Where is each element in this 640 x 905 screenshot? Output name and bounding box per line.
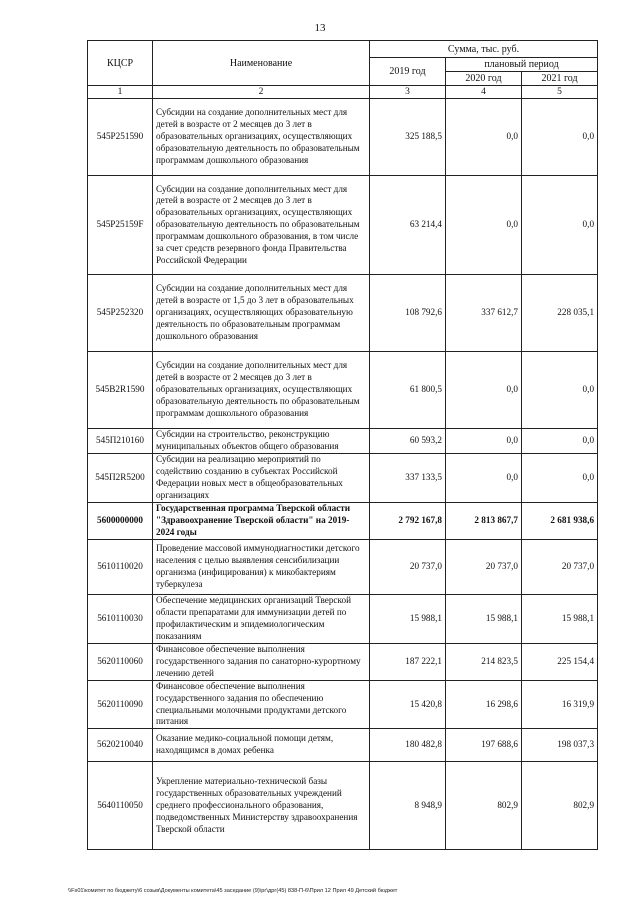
row-code: 545B2R1590 <box>88 352 153 429</box>
row-value-2021: 2 681 938,6 <box>522 503 598 540</box>
row-value-2021: 225 154,4 <box>522 643 598 680</box>
row-code: 545P25159F <box>88 176 153 275</box>
header-code: КЦСР <box>88 41 153 86</box>
budget-table <box>87 40 598 850</box>
row-code: 5600000000 <box>88 503 153 540</box>
column-number: 5 <box>522 86 598 99</box>
row-code: 5620110090 <box>88 680 153 729</box>
row-value-2020: 0,0 <box>446 454 522 503</box>
table-row <box>88 729 598 762</box>
row-code: 5610110030 <box>88 594 153 643</box>
row-value-2019: 60 593,2 <box>370 429 446 454</box>
column-number: 3 <box>370 86 446 99</box>
row-value-2019: 337 133,5 <box>370 454 446 503</box>
row-value-2020: 0,0 <box>446 352 522 429</box>
row-name: Субсидии на реализацию мероприятий по содействию созданию в субъектах Российской Федерации новых мест в общеобразовательных организациях <box>153 454 370 503</box>
table-row <box>88 429 598 454</box>
row-value-2021: 20 737,0 <box>522 539 598 594</box>
page-number: 13 <box>314 22 326 34</box>
row-value-2019: 180 482,8 <box>370 729 446 762</box>
row-value-2020: 0,0 <box>446 176 522 275</box>
table-row <box>88 680 598 729</box>
header-2019: 2019 год <box>370 58 446 86</box>
row-value-2020: 0,0 <box>446 99 522 176</box>
row-value-2020: 337 612,7 <box>446 275 522 352</box>
row-value-2019: 108 792,6 <box>370 275 446 352</box>
table-row <box>88 352 598 429</box>
header-2020: 2020 год <box>446 72 522 86</box>
row-code: 545П2R5200 <box>88 454 153 503</box>
row-value-2021: 0,0 <box>522 429 598 454</box>
row-value-2019: 2 792 167,8 <box>370 503 446 540</box>
table-row-program <box>88 503 598 540</box>
row-name: Оказание медико-социальной помощи детям, находящимся в домах ребенка <box>153 729 370 762</box>
table-row <box>88 275 598 352</box>
row-value-2020: 20 737,0 <box>446 539 522 594</box>
row-name: Субсидии на создание дополнительных мест для детей в возрасте от 2 месяцев до 3 лет в образовательных организациях, осуществляющих образовательную деятельность по образовательным программам дошкольного образования <box>153 99 370 176</box>
table-row <box>88 99 598 176</box>
row-value-2019: 61 800,5 <box>370 352 446 429</box>
row-value-2021: 16 319,9 <box>522 680 598 729</box>
table-row <box>88 454 598 503</box>
row-value-2021: 198 037,3 <box>522 729 598 762</box>
header-2021: 2021 год <box>522 72 598 86</box>
row-name: Государственная программа Тверской области "Здравоохранение Тверской области" на 2019-2024 годы <box>153 503 370 540</box>
header-name: Наименование <box>153 41 370 86</box>
row-code: 5640110050 <box>88 762 153 850</box>
row-value-2019: 187 222,1 <box>370 643 446 680</box>
row-name: Укрепление материально-технической базы государственных образовательных учреждений среднего профессионального образования, подведомственных Министерству здравоохранения Тверской области <box>153 762 370 850</box>
row-name: Финансовое обеспечение выполнения государственного задания по санаторно-курортному лечению детей <box>153 643 370 680</box>
row-value-2021: 0,0 <box>522 176 598 275</box>
row-code: 5620210040 <box>88 729 153 762</box>
row-value-2019: 8 948,9 <box>370 762 446 850</box>
row-value-2020: 16 298,6 <box>446 680 522 729</box>
row-name: Субсидии на создание дополнительных мест для детей в возрасте от 2 месяцев до 3 лет в образовательных организациях, осуществляющих образовательную деятельность по образовательным программам дошкольного образования, в том числе за счет средств резервного фонда Правительства Российской Федерации <box>153 176 370 275</box>
row-value-2019: 325 188,5 <box>370 99 446 176</box>
row-value-2019: 20 737,0 <box>370 539 446 594</box>
row-value-2021: 0,0 <box>522 352 598 429</box>
row-value-2020: 802,9 <box>446 762 522 850</box>
row-value-2021: 15 988,1 <box>522 594 598 643</box>
footer-file-path: \\Fs01\комитет по бюджету\6 созыв\Документы комитета\45 заседание (9)\рг\дрг(45) 838-П-6\Прил 12 Прил 49 Детский бюджет <box>68 888 398 894</box>
table-body <box>88 99 598 850</box>
row-code: 545P252320 <box>88 275 153 352</box>
row-value-2020: 15 988,1 <box>446 594 522 643</box>
header-planned-period: плановый период <box>446 58 598 72</box>
table-row <box>88 643 598 680</box>
row-value-2019: 63 214,4 <box>370 176 446 275</box>
row-value-2020: 0,0 <box>446 429 522 454</box>
row-name: Субсидии на создание дополнительных мест для детей в возрасте от 2 месяцев до 3 лет в образовательных организациях, осуществляющих образовательную деятельность по образовательным программам дошкольного образования <box>153 352 370 429</box>
row-name: Проведение массовой иммунодиагностики детского населения с целью выявления сенсибилизации организма (инфицирования) к микобактериям туберкулеза <box>153 539 370 594</box>
row-value-2020: 214 823,5 <box>446 643 522 680</box>
row-code: 5620110060 <box>88 643 153 680</box>
row-code: 5610110020 <box>88 539 153 594</box>
row-value-2019: 15 420,8 <box>370 680 446 729</box>
header-sum: Сумма, тыс. руб. <box>370 41 598 58</box>
row-value-2021: 802,9 <box>522 762 598 850</box>
row-code: 545П210160 <box>88 429 153 454</box>
column-number: 1 <box>88 86 153 99</box>
row-value-2020: 197 688,6 <box>446 729 522 762</box>
table-row <box>88 762 598 850</box>
row-name: Субсидии на создание дополнительных мест для детей в возрасте от 1,5 до 3 лет в образовательных организациях, осуществляющих образовательную деятельность по образовательным программам дошкольного образования <box>153 275 370 352</box>
row-value-2019: 15 988,1 <box>370 594 446 643</box>
column-numbers-row <box>88 86 598 99</box>
row-value-2021: 0,0 <box>522 99 598 176</box>
table-row <box>88 539 598 594</box>
column-number: 4 <box>446 86 522 99</box>
row-value-2021: 228 035,1 <box>522 275 598 352</box>
table-header <box>88 41 598 99</box>
row-name: Финансовое обеспечение выполнения государственного задания по обеспечению специальными молочными продуктами детского питания <box>153 680 370 729</box>
column-number: 2 <box>153 86 370 99</box>
row-value-2021: 0,0 <box>522 454 598 503</box>
table-row <box>88 176 598 275</box>
row-code: 545P251590 <box>88 99 153 176</box>
table-row <box>88 594 598 643</box>
row-name: Субсидии на строительство, реконструкцию муниципальных объектов общего образования <box>153 429 370 454</box>
row-value-2020: 2 813 867,7 <box>446 503 522 540</box>
row-name: Обеспечение медицинских организаций Тверской области препаратами для иммунизации детей по профилактическим и эпидемиологическим показаниям <box>153 594 370 643</box>
